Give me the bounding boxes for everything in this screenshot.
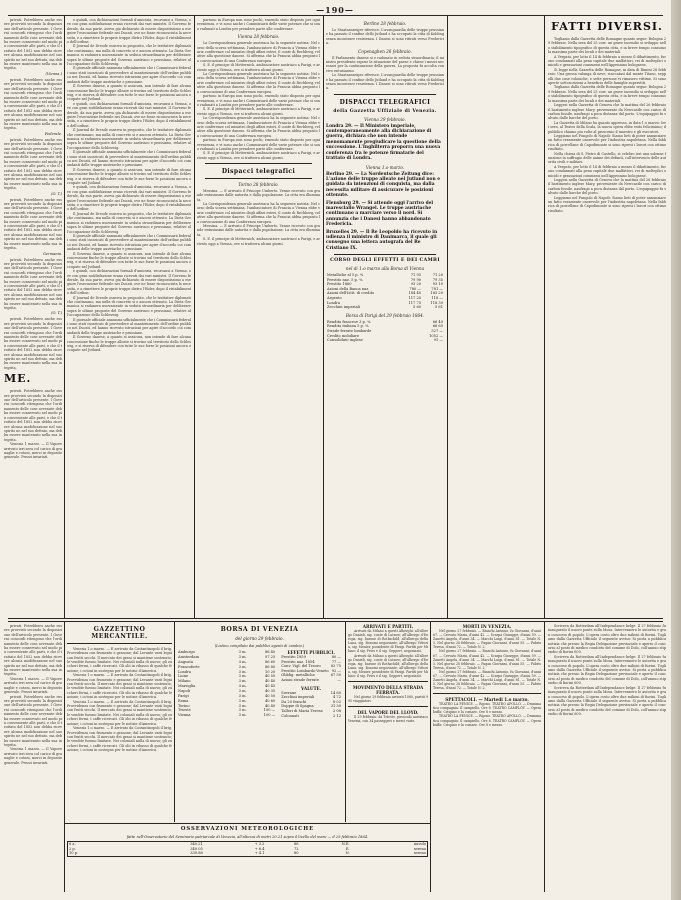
- article-paragraph: Nella chiesa di S. Pietro di Castello, si celebro ieri una solenne funzione in suffragio delle anime dei defunti, coll'intervento delle autorita civili e militari.: [548, 151, 666, 165]
- telegram-text: Flensburg 29. — Si attende oggi l'arrivo del maresciallo Wrangel. Le truppe austriache continuano a marciare verso il nord. Si annunzia che i Danesi hanno abbandonato Fredericia.: [326, 200, 434, 228]
- cambi-table-cell: Napoli: [178, 689, 191, 693]
- gazzettino-title: GAZZETTINO MERCANTILE.: [91, 626, 148, 640]
- article-paragraph: Il giornale ufficiale annunzia ufficialmente che i Commissarii federali sono stati incaricati di provvedere al mantenimento dell'ordine pubblico nei Ducati, ed hanno ricevuto istruzioni per agire d'accordo coi comandanti delle truppe austriache e prussiane.: [67, 317, 191, 335]
- cambi-table-cell: 3 m.: [238, 650, 247, 655]
- valute-table-cell: Zecchini imperiali: [281, 695, 315, 700]
- effetti-table-cell: 80 —: [331, 655, 341, 659]
- paris-borsa-table-cell: 1052 —: [429, 333, 443, 338]
- cambi-table-cell: 97 25: [264, 654, 276, 659]
- article-paragraph: S. E. il principe di Metternich, ambasciatore austriaco a Parigi, e arrivato oggi a Vienna, ove si tratterra alcuni giorni.: [197, 151, 320, 160]
- article-paragraph: A Vergato, per lotto il 14 di febbraio a mezzo il dibattimento, furono condannati alla pena capitale due malfattori, rei di molteplici omicidi e grassazioni commessi nell'Appennino bolognese.: [548, 164, 666, 178]
- article-paragraph: partono in Europa non sono pochi, essendo stato disposto per ogni evenienza, e vi sono anche i Commissarii delle varie potenze che si sono radunati a Londra per prendere parte alle conferenze.: [197, 18, 320, 31]
- column-1-fragment: (Vienna.): [45, 71, 62, 76]
- article-paragraph: Leggiamo nel Pungolo di Napoli: Siamo lieti di poter annunziare un fatto veramente onorevole per l'industria napoletana. Nella fabbrica di porcellane di Capodimonte si sono ripresi i lavori con ottimo risultato.: [548, 133, 666, 152]
- paris-borsa-table-cell: 527 —: [431, 328, 443, 333]
- column-1-fragment: Germania.: [42, 251, 62, 256]
- dateline: Vienna 1.o marzo.: [365, 164, 405, 170]
- article-paragraph: privati. Potrebbero anche essere provvisti secondo la disposizione dell'articolo presente. I Governi concordi ritengono che l'ordinamento delle cose avvenute debba essere conservato nel modo piu conveniente alle parti, e che il trattato del 1852 non debba ricevere alcuna modificazione nel suo spirito ne nel suo dettato, ma debba essere mantenuto nella sua integrita.: [4, 624, 62, 677]
- borsa-heading: Borsa di Parigi del 29 febbraio 1864.: [345, 312, 425, 318]
- paris-borsa-table-cell: Strade ferrate lombarde: [327, 328, 372, 333]
- section-subheading: della Gazzetta Uffiziale di Venezia.: [333, 108, 437, 114]
- exchange-table-cell: 117 25: [408, 295, 422, 300]
- article-paragraph: e quindi, con dichiarazioni formali d'amicizia, recavansi a Vienna, ove con gran soddisfazione erano ricevuti dai vari ministri. Il Governo federale, da sua parte, aveva gia dichiarato di essere dispostissimo a eseguire l'esecuzione federale nei Ducati, ove ne fosse riconosciuta la necessita, e a rimettere le proprie truppe dietro l'Eider, dopo il ristabilimento dell'ordine.: [67, 185, 191, 212]
- osservazioni-meteorologiche: [67, 826, 428, 892]
- section-rule: [348, 706, 428, 707]
- article-paragraph: La Corrispondenza generale austriaca ha la seguente notizia: Nel corso della scorsa settimana, l'ambasciatore di Francia a Vienna ebbe varie conferenze col ministro degli affari esteri, il conte di Rechberg, relative alla questione danese. Si afferma che la Francia abbia proposto la convocazione di una Conferenza europea.: [197, 202, 320, 224]
- article-paragraph: privati. Potrebbero anche essere provvisti secondo la disposizione dell'articolo presente. I Governi concordi ritengono che l'ordinamento delle cose avvenute debba essere conservato nel modo piu conveniente alle parti, e che il trattato del 1852 non debba ricevere alcuna modificazione nel suo spirito ne nel suo dettato, ma debba essere mantenuto nella sua integrita.: [4, 694, 62, 747]
- exchange-table-cell: 118 30: [430, 300, 443, 305]
- article-paragraph: Il giornale ufficiale annunzia ufficialmente che i Commissarii federali sono stati incaricati di provvedere al mantenimento dell'ordine pubblico nei Ducati, ed hanno ricevuto istruzioni per agire d'accordo coi comandanti delle truppe austriache e prussiane.: [67, 150, 191, 168]
- paris-borsa-table-cell: Consolidato inglese: [327, 338, 363, 343]
- column-divider: [64, 16, 65, 618]
- paris-borsa-table: [326, 320, 444, 343]
- arrivi-text: Arrivati da Milano a questi Alberghi: all'albergo Danieli, sig. conte di Lutzow; all'albergo d'Europa, sig. barone di Rothschild; all'albergo della Luna, sig. Bonomi negoziante; all'albergo Vittoria, sig. Menier, possidente di Parigi. Partiti per Milano: il sig. Fries e il sig. Geppert, negozianti.: [348, 629, 428, 654]
- exchange-table-cell: 184 40: [408, 291, 422, 296]
- article-paragraph: Si legge nella Gazzetta delle Romagne, in data di Rimini 26 febbraio: Una grossa valanga di neve, staccatasi dal monte Titano, seppelli due case coloniche, e sette persone vi rimasero vittime. Si sono aperte sottoscrizioni a beneficio delle famiglie superstiti.: [548, 67, 666, 86]
- valute-table: [280, 691, 342, 719]
- paris-borsa-table-cell: 91 —: [433, 338, 443, 343]
- section-heading: DISPACCI TELEGRAFICI: [339, 98, 431, 106]
- article-paragraph: S. E. il principe di Metternich, ambasciatore austriaco a Parigi, e arrivato oggi a Vienna, ove si tratterra alcuni giorni.: [197, 107, 320, 116]
- exchange-table-row: [326, 305, 444, 310]
- exchange-table-cell: 71 95: [410, 273, 422, 277]
- cambi-table-cell: 100 —: [263, 713, 276, 718]
- obs-table-cell: + 6.4: [254, 846, 265, 851]
- spettacoli-title: SPETTACOLI. — Martedi 1.o marzo.: [445, 697, 529, 703]
- obs-table-cell: E.: [345, 846, 350, 851]
- paris-borsa-table-cell: 66 40: [432, 319, 443, 324]
- cambi-table-cell: Torino: [178, 703, 190, 708]
- article-paragraph: Scriveva da Rotterdam all'Independance belge: Il 27 febbraio fu inaugurato il nuovo ponte sulla Mosa. Intervennero le autorita e gran concorso di popolo. L'opera costo oltre due milioni di fiorini. Togliamo dalla Gazzetta Ufficiale il seguente avviso: Si porta a pubblica notizia che presso la Regia Delegazione provinciale e aperto il concorso al posto di medico condotto del comune di Dolo, coll'annuo stipendio di fiorini 600.: [548, 624, 666, 655]
- column-1-fragment: (O. T.): [51, 311, 62, 316]
- column-1-fragment: Federale.: [44, 131, 62, 136]
- spettacoli-text: TEATRO LA FENICE. — Riposo. TEATRO APOLLO. — Drammatica compagnia: Il campiello. Ore 8. TEATRO CAMPLOY. — Opera buffa: Crispino e la comare. Ore 8 e mezzo.: [433, 714, 541, 727]
- movimento-text: Nel giorno 29 febbraio arrivati 1080, partiti 995 viaggiatori.: [348, 694, 428, 704]
- obs-table-cell: 80: [294, 851, 299, 856]
- gazzettino-text: Venezia 1.o marzo. — E arrivato da Costantinopoli il brig. Provvidenza con frumento e granone; dal Levante varii legni con frutti secchi. Il mercato dei grani si mantiene sostenuto; le vendite furono limitate. Nei coloniali nulla di nuovo; gli zuccheri fermi, i caffe ricercati. Gli olii in ribasso di qualche frazione; i cotoni in sostegno per le notizie d'America.: [67, 699, 172, 726]
- article-paragraph: Messina. — E arrivato il Principe Umberto. Venne ricevuto con grande entusiasmo dalle autorita e dalla popolazione. La citta era illuminata.: [197, 224, 320, 237]
- article-paragraph: Lo Staatsanzeiger riferisce: L'avanguardia delle truppe prussiane ha passato il confine dello Jutland e ha occupato la citta di Kolding senza incontrare resistenza. I Danesi si sono ritirati verso Fredericia.: [326, 73, 444, 91]
- valute-table-cell: 31 30: [330, 704, 341, 709]
- cambi-table-cell: 86 40: [264, 650, 276, 655]
- morti-text: Nel giorno 27 febbraio. — Bianchi Antonio, fu Giovanni, d'anni 67. — Crevato Maria, d'anni 42. — Scarpa Giuseppe, d'anni 59. — Zanetti Angela, d'anni 34. — Marchi Luigi, d'anni 81. — Totale N. 5. Nel giorno 28 febbraio. — Pagan Giovanni, d'anni 55. — Fabris Teresa, d'anni 72. — Totale N. 2.: [433, 649, 541, 670]
- exchange-table-cell: 780 —: [409, 286, 422, 291]
- cambi-table-cell: Vienna: [178, 713, 191, 718]
- article-paragraph: Scriveva da Rotterdam all'Independance belge: Il 27 febbraio fu inaugurato il nuovo ponte sulla Mosa. Intervennero le autorita e gran concorso di popolo. L'opera costo oltre due milioni di fiorini. Togliamo dalla Gazzetta Ufficiale il seguente avviso: Si porta a pubblica notizia che presso la Regia Delegazione provinciale e aperto il concorso al posto di medico condotto del comune di Dolo, coll'annuo stipendio di fiorini 600.: [548, 685, 666, 717]
- cambi-table-cell: 40 40: [264, 703, 276, 708]
- obs-table-cell: sereno: [413, 851, 426, 856]
- valute-table-cell: 8 02: [332, 699, 341, 704]
- obs-table-cell: 72: [294, 846, 299, 851]
- article-paragraph: Il Governo danese, a quanto si assicura, non intende di fare alcuna concessione finche le truppe alleate si trovino sul territorio dello Schleswig, e si riserva di difendere con tutte le sue forze le posizioni ancora occupate nel Jutland.: [67, 335, 191, 353]
- paris-borsa-table-cell: Credito mobiliare: [327, 333, 360, 338]
- column-1-fragment: (O. T.): [51, 191, 62, 196]
- cambi-table-cell: Milano: [178, 679, 191, 684]
- morti-title: MORTI IN VENEZIA.: [462, 624, 512, 629]
- bottom-right-column: [548, 624, 666, 890]
- gazzettino-mercantile: [67, 624, 172, 822]
- cambi-table-cell: Augusta: [178, 659, 193, 664]
- section-rule: [433, 693, 541, 694]
- obs-table-cell: nuvolo: [413, 842, 426, 846]
- cambi-table-cell: Francoforte: [178, 664, 200, 669]
- borsa-title: BORSA DI VENEZIA: [220, 626, 299, 633]
- effetti-table-cell: Azioni strade ferrate: [281, 677, 319, 682]
- article-paragraph: partono in Europa non sono pochi, essendo stato disposto per ogni evenienza, e vi sono anche i Commissarii delle varie potenze che si sono radunati a Londra per prendere parte alle conferenze.: [197, 138, 320, 151]
- valute-table-row: [280, 709, 342, 714]
- exchange-table-cell: Londra: [327, 300, 341, 305]
- column-divider: [447, 16, 448, 618]
- cambi-table-cell: 10 20: [264, 669, 276, 674]
- column-1-text: privati. Potrebbero anche essere provvisti secondo la disposizione dell'articolo presente. I Governi concordi ritengono che l'ordinamento delle cose avvenute debba essere conservato nel modo piu conveniente alle parti, e che il trattato del 1852 non debba ricevere alcuna modificazione nel suo spirito ne nel suo dettato, ma debba essere mantenuto nella sua integrita.: [4, 137, 62, 191]
- column-1-text: privati. Potrebbero anche essere provvisti secondo la disposizione dell'articolo presente. I Governi concordi ritengono che l'ordinamento delle cose avvenute debba essere conservato nel modo piu conveniente alle parti, e che il trattato del 1852 non debba ricevere alcuna modificazione nel suo spirito ne nel suo dettato, ma debba essere mantenuto nella sua integrita.: [4, 197, 62, 251]
- borsa-subtitle: del giorno 29 febbraio.: [235, 636, 284, 641]
- effetti-table-cell: 82 75: [330, 664, 341, 669]
- exchange-table-cell: 79 90: [410, 277, 422, 282]
- spettacoli-text: TEATRO LA FENICE. — Riposo. TEATRO APOLLO. — Drammatica compagnia: Il campiello. Ore 8. TEATRO CAMPLOY. — Opera buffa: Crispino e la comare. Ore 8 e mezzo.: [433, 702, 541, 715]
- vapore-text: Il 29 febbraio: da Trieste, piroscafo austriaco Venezia, con 34 passeggeri e merci varie.: [348, 714, 428, 723]
- cambi-table-cell: 3 m.: [238, 689, 247, 693]
- effetti-table-cell: Conv. Vigl. del Tesoro: [281, 664, 321, 669]
- page-number: —190—: [316, 5, 354, 15]
- valute-title: VALUTE.: [300, 685, 322, 691]
- article-paragraph: Leggesi nella Gazzetta di Genova che la mattina del 26 febbraio il bastimento inglese Mary, proveniente da Newcastle con carico di carbon fossile, naufrago a poca distanza dal porto. L'equipaggio fu salvato dalle barche del porto.: [548, 103, 666, 121]
- exchange-table-cell: 118 —: [431, 295, 443, 300]
- article-paragraph: Il Journal de Dresde osserva in proposito, che le trattative diplomatiche continuano, ma nulla di concreto si e ancora ottenuto. La Dieta Germanica si radunera nuovamente in seduta straordinaria per deliberare sopra le ultime proposte del Governo austriaco e prussiano, relative all'occupazione dello Schleswig.: [67, 44, 191, 67]
- valute-table-cell: 14 60: [330, 690, 341, 695]
- article-paragraph: Leggiamo nel Pungolo di Napoli: Siamo lieti di poter annunziare un fatto veramente onorevole per l'industria napoletana. Nella fabbrica di porcellane di Capodimonte si sono ripresi i lavori con ottimo risultato.: [548, 195, 666, 213]
- obs-subtitle: fatte nell'Osservatorio del Seminario patriarcale di Venezia, all'altezza di metri 20.21 sopra il livello del mare — il 29 febbraio 1864.: [126, 835, 369, 839]
- cambi-table-cell: 100 —: [263, 708, 276, 713]
- cambi-table-cell: 86 80: [264, 664, 276, 669]
- exchange-table-cell: 71 20: [432, 273, 443, 277]
- obs-table: [67, 841, 428, 857]
- effetti-table-cell: 67 50: [330, 673, 341, 678]
- obs-title: OSSERVAZIONI METEOROLOGICHE: [180, 826, 315, 832]
- paris-borsa-table-row: [326, 338, 444, 343]
- column-1-text: Venezia 1 marzo. — Il Vapore arrivato ieri sera col carico di granaglie e cotoni, merci in deposito generale. Prezzi invariati.: [4, 442, 62, 460]
- bottom-section-rule: [8, 621, 663, 622]
- section-heading: Dispacci telegrafici: [221, 167, 296, 175]
- borsa-di-venezia: [177, 624, 342, 822]
- dateline: Vienna 29 febbraio.: [364, 116, 406, 122]
- cambi-table-cell: Trieste: [178, 708, 191, 713]
- cambi-table-cell: Roma: [178, 698, 189, 703]
- morti-text: Nel giorno 27 febbraio. — Bianchi Antonio, fu Giovanni, d'anni 67. — Crevato Maria, d'anni 42. — Scarpa Giuseppe, d'anni 59. — Zanetti Angela, d'anni 34. — Marchi Luigi, d'anni 81. — Totale N. 5. Nel giorno 28 febbraio. — Pagan Giovanni, d'anni 55. — Fabris Teresa, d'anni 72. — Totale N. 2.: [433, 669, 541, 691]
- column-divider: [544, 622, 545, 892]
- cambi-table-cell: 3 m.: [238, 698, 247, 703]
- bottom-left-column: [4, 624, 62, 890]
- column-divider: [345, 622, 346, 822]
- cambi-table-cell: 3 m.: [238, 664, 247, 669]
- article-paragraph: Il Parlamento danese si e radunato in seduta straordinaria; il ministro presidente espose la situazione del paese e chiese i mezzi necessari per la continuazione della guerra. La proposta fu accolta con vivo entusiasmo.: [326, 55, 444, 73]
- valute-table-cell: Doppie di Spagna: [281, 704, 314, 709]
- article-paragraph: Togliamo dalla Gazzetta delle Romagne quanto segue: Bologna 29 febbraio. Nella sera del 25 corr. un grave incendio si sviluppo nello stabilimento tipografico di questa citta, e in breve tempo consumo la massima parte dei locali e dei materiali.: [548, 85, 666, 103]
- article-paragraph: Venezia 1 marzo. — Il Vapore arrivato ieri sera col carico di granaglie e cotoni, merci in deposito generale. Prezzi invariati.: [4, 676, 62, 695]
- article-paragraph: partono in Europa non sono pochi, essendo stato disposto per ogni evenienza, e vi sono anche i Commissarii delle varie potenze che si sono radunati a Londra per prendere parte alle conferenze.: [197, 94, 320, 107]
- exchange-table-cell: 5 60: [413, 305, 422, 310]
- cambi-table: [177, 650, 276, 718]
- cambi-table-cell: 40 35: [264, 689, 276, 693]
- article-paragraph: Lo Staatsanzeiger riferisce: L'avanguardia delle truppe prussiane ha passato il confine dello Jutland e ha occupato la citta di Kolding senza incontrare resistenza. I Danesi si sono ritirati verso Fredericia.: [326, 28, 444, 46]
- paris-borsa-table-cell: Rendita italiana 5 p. %: [327, 324, 369, 329]
- borsa-note: (Listino compilato dai pubblici agenti di cambio.): [214, 644, 305, 648]
- section-rule: [334, 254, 436, 255]
- vapore-title: DEL VAPORE DEL LLOYD.: [357, 709, 419, 715]
- exchange-table-cell: 79 35: [432, 277, 443, 282]
- article-paragraph: Il Journal de Dresde osserva in proposito, che le trattative diplomatiche continuano, ma nulla di concreto si e ancora ottenuto. La Dieta Germanica si radunera nuovamente in seduta straordinaria per deliberare sopra le ultime proposte del Governo austriaco e prussiano, relative all'occupazione dello Schleswig.: [67, 295, 191, 318]
- effetti-table-cell: —: [337, 677, 341, 682]
- cambi-table-cell: Amburgo: [178, 650, 195, 655]
- valute-table-cell: 4 72: [332, 695, 341, 700]
- valute-table-cell: Da 20 franchi: [281, 699, 307, 704]
- cambi-table-cell: 3 m.: [238, 684, 247, 689]
- cambi-table-cell: 40 60: [264, 698, 276, 703]
- cambi-table-cell: 3 m.: [238, 654, 247, 659]
- gazzettino-text: Venezia 1.o marzo. — E arrivato da Costantinopoli il brig. Provvidenza con frumento e granone; dal Levante varii legni con frutti secchi. Il mercato dei grani si mantiene sostenuto; le vendite furono limitate. Nei coloniali nulla di nuovo; gli zuccheri fermi, i caffe ricercati. Gli olii in ribasso di qualche frazione; i cotoni in sostegno per le notizie d'America.: [67, 646, 172, 673]
- fatti-diversi-title: FATTI DIVERSI.: [551, 20, 663, 33]
- effetti-table-cell: Prestito 1859: [281, 655, 306, 659]
- cambi-table-row: [177, 713, 276, 718]
- section-rule: [67, 643, 172, 644]
- article-paragraph: Il Governo danese, a quanto si assicura, non intende di fare alcuna concessione finche le truppe alleate si trovino sul territorio dello Schleswig, e si riserva di difendere con tutte le sue forze le posizioni ancora occupate nel Jutland.: [67, 167, 191, 186]
- column-1-text: privati. Potrebbero anche essere provvisti secondo la disposizione dell'articolo presente. I Governi concordi ritengono che l'ordinamento delle cose avvenute debba essere conservato nel modo piu conveniente alle parti, e che il trattato del 1852 non debba ricevere alcuna modificazione nel suo spirito ne nel suo dettato, ma debba essere mantenuto nella sua integrita.: [4, 77, 62, 131]
- article-paragraph: Leggesi nella Gazzetta di Genova che la mattina del 26 febbraio il bastimento inglese Mary, proveniente da Newcastle con carico di carbon fossile, naufrago a poca distanza dal porto. L'equipaggio fu salvato dalle barche del porto.: [548, 178, 666, 196]
- article-paragraph: S. E. il principe di Metternich, ambasciatore austriaco a Parigi, e arrivato oggi a Vienna, ove si tratterra alcuni giorni.: [197, 63, 320, 72]
- article-paragraph: La Gazzetta di Milano ha quanto appresso, in data 1.o marzo: Ieri sera, al Teatro della Scala, la nuova opera ebbe esito felicissimo; il pubblico chiamo piu volte al proscenio il maestro e gli esecutori.: [548, 120, 666, 134]
- cambi-table-cell: 40 45: [264, 684, 276, 689]
- effetti-table-cell: 77 —: [331, 659, 341, 664]
- article-paragraph: Messina. — E arrivato il Principe Umberto. Venne ricevuto con grande entusiasmo dalle autorita e dalla popolazione. La citta era illuminata.: [197, 188, 320, 202]
- paris-borsa-table-cell: Rendita francese 3 p. %: [327, 319, 371, 324]
- cambi-table-cell: 40 40: [264, 679, 276, 684]
- column-4: [326, 18, 444, 618]
- column-divider: [64, 622, 65, 892]
- article-paragraph: Scriveva da Rotterdam all'Independance belge: Il 27 febbraio fu inaugurato il nuovo ponte sulla Mosa. Intervennero le autorita e gran concorso di popolo. L'opera costo oltre due milioni di fiorini. Togliamo dalla Gazzetta Ufficiale il seguente avviso: Si porta a pubblica notizia che presso la Regia Delegazione provinciale e aperto il concorso al posto di medico condotto del comune di Dolo, coll'annuo stipendio di fiorini 600.: [548, 654, 666, 686]
- cambi-table-cell: Marsiglia: [178, 684, 196, 689]
- cambi-table-cell: 3 m.: [238, 669, 247, 674]
- valute-table-cell: 2 08: [332, 708, 341, 713]
- cambi-table-cell: 3 m.: [238, 713, 247, 718]
- exchange-table-cell: 93 10: [432, 282, 443, 287]
- cambi-table-cell: Lione: [178, 674, 189, 679]
- obs-table-cell: 340.05: [190, 846, 203, 851]
- effetti-table-cell: Obblig. metalliche: [281, 673, 315, 678]
- cambi-table-cell: Amsterdam: [178, 654, 199, 659]
- cambi-table-cell: 86 60: [264, 659, 276, 664]
- obs-table-cell: 86: [294, 842, 299, 846]
- exchange-heading: CORSO DEGLI EFFETTI E DEI CAMBI: [330, 258, 440, 263]
- obs-table-cell: sereno: [413, 846, 426, 851]
- arrivi-text: Arrivati da Milano a questi Alberghi: all'albergo Danieli, sig. conte di Lutzow; all'albergo d'Europa, sig. barone di Rothschild; all'albergo della Luna, sig. Bonomi negoziante; all'albergo Vittoria, sig. Menier, possidente di Parigi. Partiti per Milano: il sig. Fries e il sig. Geppert, negozianti.: [348, 653, 428, 679]
- dateline: Torino 28 febbraio.: [238, 181, 279, 187]
- column-divider: [323, 16, 324, 618]
- cambi-table-cell: 3 m.: [238, 693, 247, 698]
- article-paragraph: e quindi, con dichiarazioni formali d'amicizia, recavansi a Vienna, ove con gran soddisfazione erano ricevuti dai vari ministri. Il Governo federale, da sua parte, aveva gia dichiarato di essere dispostissimo a eseguire l'esecuzione federale nei Ducati, ove ne fosse riconosciuta la necessita, e a rimettere le proprie truppe dietro l'Eider, dopo il ristabilimento dell'ordine.: [67, 269, 191, 296]
- article-paragraph: Venezia 1 marzo. — Il Vapore arrivato ieri sera col carico di granaglie e cotoni, merci in deposito generale. Prezzi invariati.: [4, 747, 62, 765]
- cambi-table-cell: 3 m.: [238, 659, 247, 664]
- exchange-table-cell: Zecchini imperiali: [327, 305, 361, 310]
- exchange-table-cell: 5 61: [434, 305, 443, 310]
- obs-table-cell: 2 p.: [69, 846, 76, 851]
- effetti-table: [280, 655, 342, 683]
- article-paragraph: Il Journal de Dresde osserva in proposito, che le trattative diplomatiche continuano, ma nulla di concreto si e ancora ottenuto. La Dieta Germanica si radunera nuovamente in seduta straordinaria per deliberare sopra le ultime proposte del Governo austriaco e prussiano, relative all'occupazione dello Schleswig.: [67, 211, 191, 234]
- dateline: Copenaghen 26 febbraio.: [358, 48, 412, 54]
- article-paragraph: e quindi, con dichiarazioni formali d'amicizia, recavansi a Vienna, ove con gran soddisfazione erano ricevuti dai vari ministri. Il Governo federale, da sua parte, aveva gia dichiarato di essere dispostissimo a eseguire l'esecuzione federale nei Ducati, ove ne fosse riconosciuta la necessita, e a rimettere le proprie truppe dietro l'Eider, dopo il ristabilimento dell'ordine.: [67, 101, 191, 128]
- article-paragraph: Il giornale ufficiale annunzia ufficialmente che i Commissarii federali sono stati incaricati di provvedere al mantenimento dell'ordine pubblico nei Ducati, ed hanno ricevuto istruzioni per agire d'accordo coi comandanti delle truppe austriache e prussiane.: [67, 66, 191, 84]
- cambi-table-cell: 3 m.: [238, 708, 247, 713]
- column-divider: [194, 16, 195, 618]
- valute-table-cell: Sovrane: [281, 690, 297, 695]
- effetti-table-cell: 92 —: [331, 668, 341, 673]
- column-2: [67, 18, 191, 618]
- column-1: [4, 18, 62, 618]
- bottom-section-rule: [8, 618, 663, 619]
- article-paragraph: S. E. il principe di Metternich, ambasciatore austriaco a Parigi, e arrivato oggi a Vienna, ove si tratterra alcuni giorni.: [197, 237, 320, 246]
- obs-table-cell: 339.88: [190, 851, 203, 856]
- article-paragraph: Il giornale ufficiale annunzia ufficialmente che i Commissarii federali sono stati incaricati di provvedere al mantenimento dell'ordine pubblico nei Ducati, ed hanno ricevuto istruzioni per agire d'accordo coi comandanti delle truppe austriache e prussiane.: [67, 233, 191, 252]
- cambi-table-cell: 3 m.: [238, 679, 247, 684]
- column-divider: [174, 622, 175, 822]
- morti-spettacoli: [433, 624, 541, 890]
- article-paragraph: Togliamo dalla Gazzetta delle Romagne quanto segue: Bologna 29 febbraio. Nella sera del 25 corr. un grave incendio si sviluppo nello stabilimento tipografico di questa citta, e in breve tempo consumo la massima parte dei locali e dei materiali.: [548, 37, 666, 55]
- article-paragraph: La Corrispondenza generale austriaca ha la seguente notizia: Nel corso della scorsa settimana, l'ambasciatore di Francia a Vienna ebbe varie conferenze col ministro degli affari esteri, il conte di Rechberg, relative alla questione danese. Si afferma che la Francia abbia proposto la convocazione di una Conferenza europea.: [197, 116, 320, 138]
- exchange-table-cell: Prestito 1860: [327, 282, 352, 287]
- article-paragraph: Il Journal de Dresde osserva in proposito, che le trattative diplomatiche continuano, ma nulla di concreto si e ancora ottenuto. La Dieta Germanica si radunera nuovamente in seduta straordinaria per deliberare sopra le ultime proposte del Governo austriaco e prussiano, relative all'occupazione dello Schleswig.: [67, 128, 191, 150]
- section-rule: [348, 681, 428, 682]
- column-1-heading: ME.: [4, 372, 32, 386]
- obs-table-cell: 10 p.: [69, 851, 79, 856]
- exchange-subheading: nel di 1.o marzo alla Borsa di Vienna: [345, 266, 425, 271]
- exchange-table: [326, 273, 444, 310]
- article-paragraph: La Corrispondenza generale austriaca ha la seguente notizia: Nel corso della scorsa settimana, l'ambasciatore di Francia a Vienna ebbe varie conferenze col ministro degli affari esteri, il conte di Rechberg, relative alla questione danese. Si afferma che la Francia abbia proposto la convocazione di una Conferenza europea.: [197, 41, 320, 63]
- column-1-text: privati. Potrebbero anche essere provvisti secondo la disposizione dell'articolo presente. I Governi concordi ritengono che l'ordinamento delle cose avvenute debba essere conservato nel modo piu conveniente alle parti, e che il trattato del 1852 non debba ricevere alcuna modificazione nel suo spirito ne nel suo dettato, ma debba essere mantenuto nella sua integrita.: [4, 389, 62, 442]
- column-1-text: privati. Potrebbero anche essere provvisti secondo la disposizione dell'articolo presente. I Governi concordi ritengono che l'ordinamento delle cose avvenute debba essere conservato nel modo piu conveniente alle parti, e che il trattato del 1852 non debba ricevere alcuna modificazione nel suo spirito ne nel suo dettato, ma debba essere mantenuto nella sua integrita.: [4, 317, 62, 370]
- valute-table-cell: 2 12: [332, 713, 341, 718]
- column-1-text: privati. Potrebbero anche essere provvisti secondo la disposizione dell'articolo presente. I Governi concordi ritengono che l'ordinamento delle cose avvenute debba essere conservato nel modo piu conveniente alle parti, e che il trattato del 1852 non debba ricevere alcuna modificazione nel suo spirito ne nel suo dettato, ma debba essere mantenuto nella sua integrita.: [4, 257, 62, 310]
- exchange-table-cell: Metalliche al 5 p. %: [327, 273, 364, 277]
- dateline: Vienna 28 febbraio.: [237, 34, 280, 40]
- paris-borsa-table-cell: 66 65: [432, 324, 443, 329]
- cambi-table-cell: Parigi: [178, 693, 189, 698]
- article-paragraph: A Vergato, per lotto il 14 di febbraio a mezzo il dibattimento, furono condannati alla pena capitale due malfattori, rei di molteplici omicidi e grassazioni commessi nell'Appennino bolognese.: [548, 54, 666, 68]
- obs-table-cell: N.: [345, 851, 350, 856]
- section-rule: [334, 94, 436, 95]
- valute-table-row: [280, 714, 342, 719]
- obs-table-cell: 6 a.: [69, 842, 76, 846]
- cambi-table-cell: 3 m.: [238, 703, 247, 708]
- dateline: Berlino 28 febbraio.: [363, 21, 407, 26]
- exchange-table-cell: Argento: [327, 295, 342, 300]
- obs-table-cell: + 3.2: [254, 842, 265, 846]
- cambi-table-cell: 3 m.: [238, 674, 247, 679]
- exchange-table-cell: 781 —: [431, 286, 443, 291]
- section-rule: [65, 823, 430, 824]
- exchange-table-cell: 185 20: [430, 291, 443, 296]
- column-divider: [544, 16, 545, 618]
- cambi-table-cell: 40 50: [264, 693, 276, 698]
- obs-table-cell: 340.21: [190, 842, 203, 846]
- gazzettino-text: Venezia 1.o marzo. — E arrivato da Costantinopoli il brig. Provvidenza con frumento e granone; dal Levante varii legni con frutti secchi. Il mercato dei grani si mantiene sostenuto; le vendite furono limitate. Nei coloniali nulla di nuovo; gli zuccheri fermi, i caffe ricercati. Gli olii in ribasso di qualche frazione; i cotoni in sostegno per le notizie d'America.: [67, 726, 172, 753]
- telegram-text: Londra 29. — Il Ministero imperiale, contemporaneamente alla dichiarazione di guerra, dichiara che non intende menomamente pregiudicare la questione della successione. L'Inghilterra proporra una nuova conferenza fra le potenze firmatarie del trattato di Londra.: [326, 123, 441, 162]
- section-rule: [205, 163, 312, 164]
- morti-text: Nel giorno 27 febbraio. — Bianchi Antonio, fu Giovanni, d'anni 67. — Crevato Maria, d'anni 42. — Scarpa Giuseppe, d'anni 59. — Zanetti Angela, d'anni 34. — Marchi Luigi, d'anni 81. — Totale N. 5. Nel giorno 28 febbraio. — Pagan Giovanni, d'anni 55. — Fabris Teresa, d'anni 72. — Totale N. 2.: [433, 629, 541, 650]
- column-5: [548, 18, 666, 618]
- top-rule: [8, 15, 663, 16]
- movimento-title: MOVIMENTO DELLA STRADA FERRATA.: [352, 684, 424, 695]
- exchange-table-cell: 93 20: [410, 282, 422, 287]
- valute-table-cell: Talleri di Maria Teresa: [281, 708, 323, 713]
- effetti-table-cell: Prestito Lombardo-Veneto: [281, 668, 329, 673]
- section-rule: [205, 178, 312, 179]
- exchange-table-cell: 117 75: [408, 300, 422, 305]
- effetti-title: EFFETTI PUBBLICI.: [287, 650, 335, 655]
- valute-table-cell: Colonnati: [281, 713, 299, 718]
- page-edge-shadow: [671, 0, 681, 900]
- cambi-table-cell: 40 50: [264, 674, 276, 679]
- column-divider: [430, 622, 431, 892]
- arrivi-partiti: [348, 624, 428, 822]
- article-paragraph: Il Governo danese, a quanto si assicura, non intende di fare alcuna concessione finche le truppe alleate si trovino sul territorio dello Schleswig, e si riserva di difendere con tutte le sue forze le posizioni ancora occupate nel Jutland.: [67, 84, 191, 102]
- arrivi-title: ARRIVATI E PARTITI.: [362, 624, 414, 629]
- cambi-table-cell: Londra: [178, 669, 192, 674]
- exchange-table-cell: Azioni dell'Istit. di credito: [327, 291, 375, 296]
- exchange-table-cell: Prestito naz. 5 p. %: [327, 277, 363, 282]
- telegram-text: Bruxelles 29. — Il Re Leopoldo ha ricevuto in udienza il ministro di Danimarca, il quale gli consegno una lettera autografa del Re Cristiano IX.: [326, 229, 438, 251]
- telegram-text: Berlino 29. — La Nordeutsche Zeitung dice: L'azione delle truppe alleate nel Jutland non e guidata da intenzioni di conquista, ma dalla necessita militare di assicurare le posizioni ottenute.: [326, 171, 440, 199]
- column-1-text: privati. Potrebbero anche essere provvisti secondo la disposizione dell'articolo presente. I Governi concordi ritengono che l'ordinamento delle cose avvenute debba essere conservato nel modo piu conveniente alle parti, e che il trattato del 1852 non debba ricevere alcuna modificazione nel suo spirito ne nel suo dettato, ma debba essere mantenuto nella sua integrita.: [4, 18, 62, 71]
- article-paragraph: Il Governo danese, a quanto si assicura, non intende di fare alcuna concessione finche le truppe alleate si trovino sul territorio dello Schleswig, e si riserva di difendere con tutte le sue forze le posizioni ancora occupate nel Jutland.: [67, 251, 191, 269]
- effetti-table-cell: Prestito naz. 1854: [281, 659, 315, 664]
- article-paragraph: e quindi, con dichiarazioni formali d'amicizia, recavansi a Vienna, ove con gran soddisfazione erano ricevuti dai vari ministri. Il Governo federale, da sua parte, aveva gia dichiarato di essere dispostissimo a eseguire l'esecuzione federale nei Ducati, ove ne fosse riconosciuta la necessita, e a rimettere le proprie truppe dietro l'Eider, dopo il ristabilimento dell'ordine.: [67, 18, 191, 45]
- article-paragraph: La Corrispondenza generale austriaca ha la seguente notizia: Nel corso della scorsa settimana, l'ambasciatore di Francia a Vienna ebbe varie conferenze col ministro degli affari esteri, il conte di Rechberg, relative alla questione danese. Si afferma che la Francia abbia proposto la convocazione di una Conferenza europea.: [197, 72, 320, 94]
- gazzettino-text: Venezia 1.o marzo. — E arrivato da Costantinopoli il brig. Provvidenza con frumento e granone; dal Levante varii legni con frutti secchi. Il mercato dei grani si mantiene sostenuto; le vendite furono limitate. Nei coloniali nulla di nuovo; gli zuccheri fermi, i caffe ricercati. Gli olii in ribasso di qualche frazione; i cotoni in sostegno per le notizie d'America.: [67, 673, 172, 700]
- effetti-table-row: [280, 678, 342, 683]
- obs-table-row: [68, 851, 428, 856]
- obs-table-cell: N.E.: [341, 842, 350, 846]
- column-3: [197, 18, 320, 618]
- obs-table-cell: + 4.1: [254, 851, 265, 856]
- exchange-table-cell: Azioni della Banca naz.: [327, 286, 370, 291]
